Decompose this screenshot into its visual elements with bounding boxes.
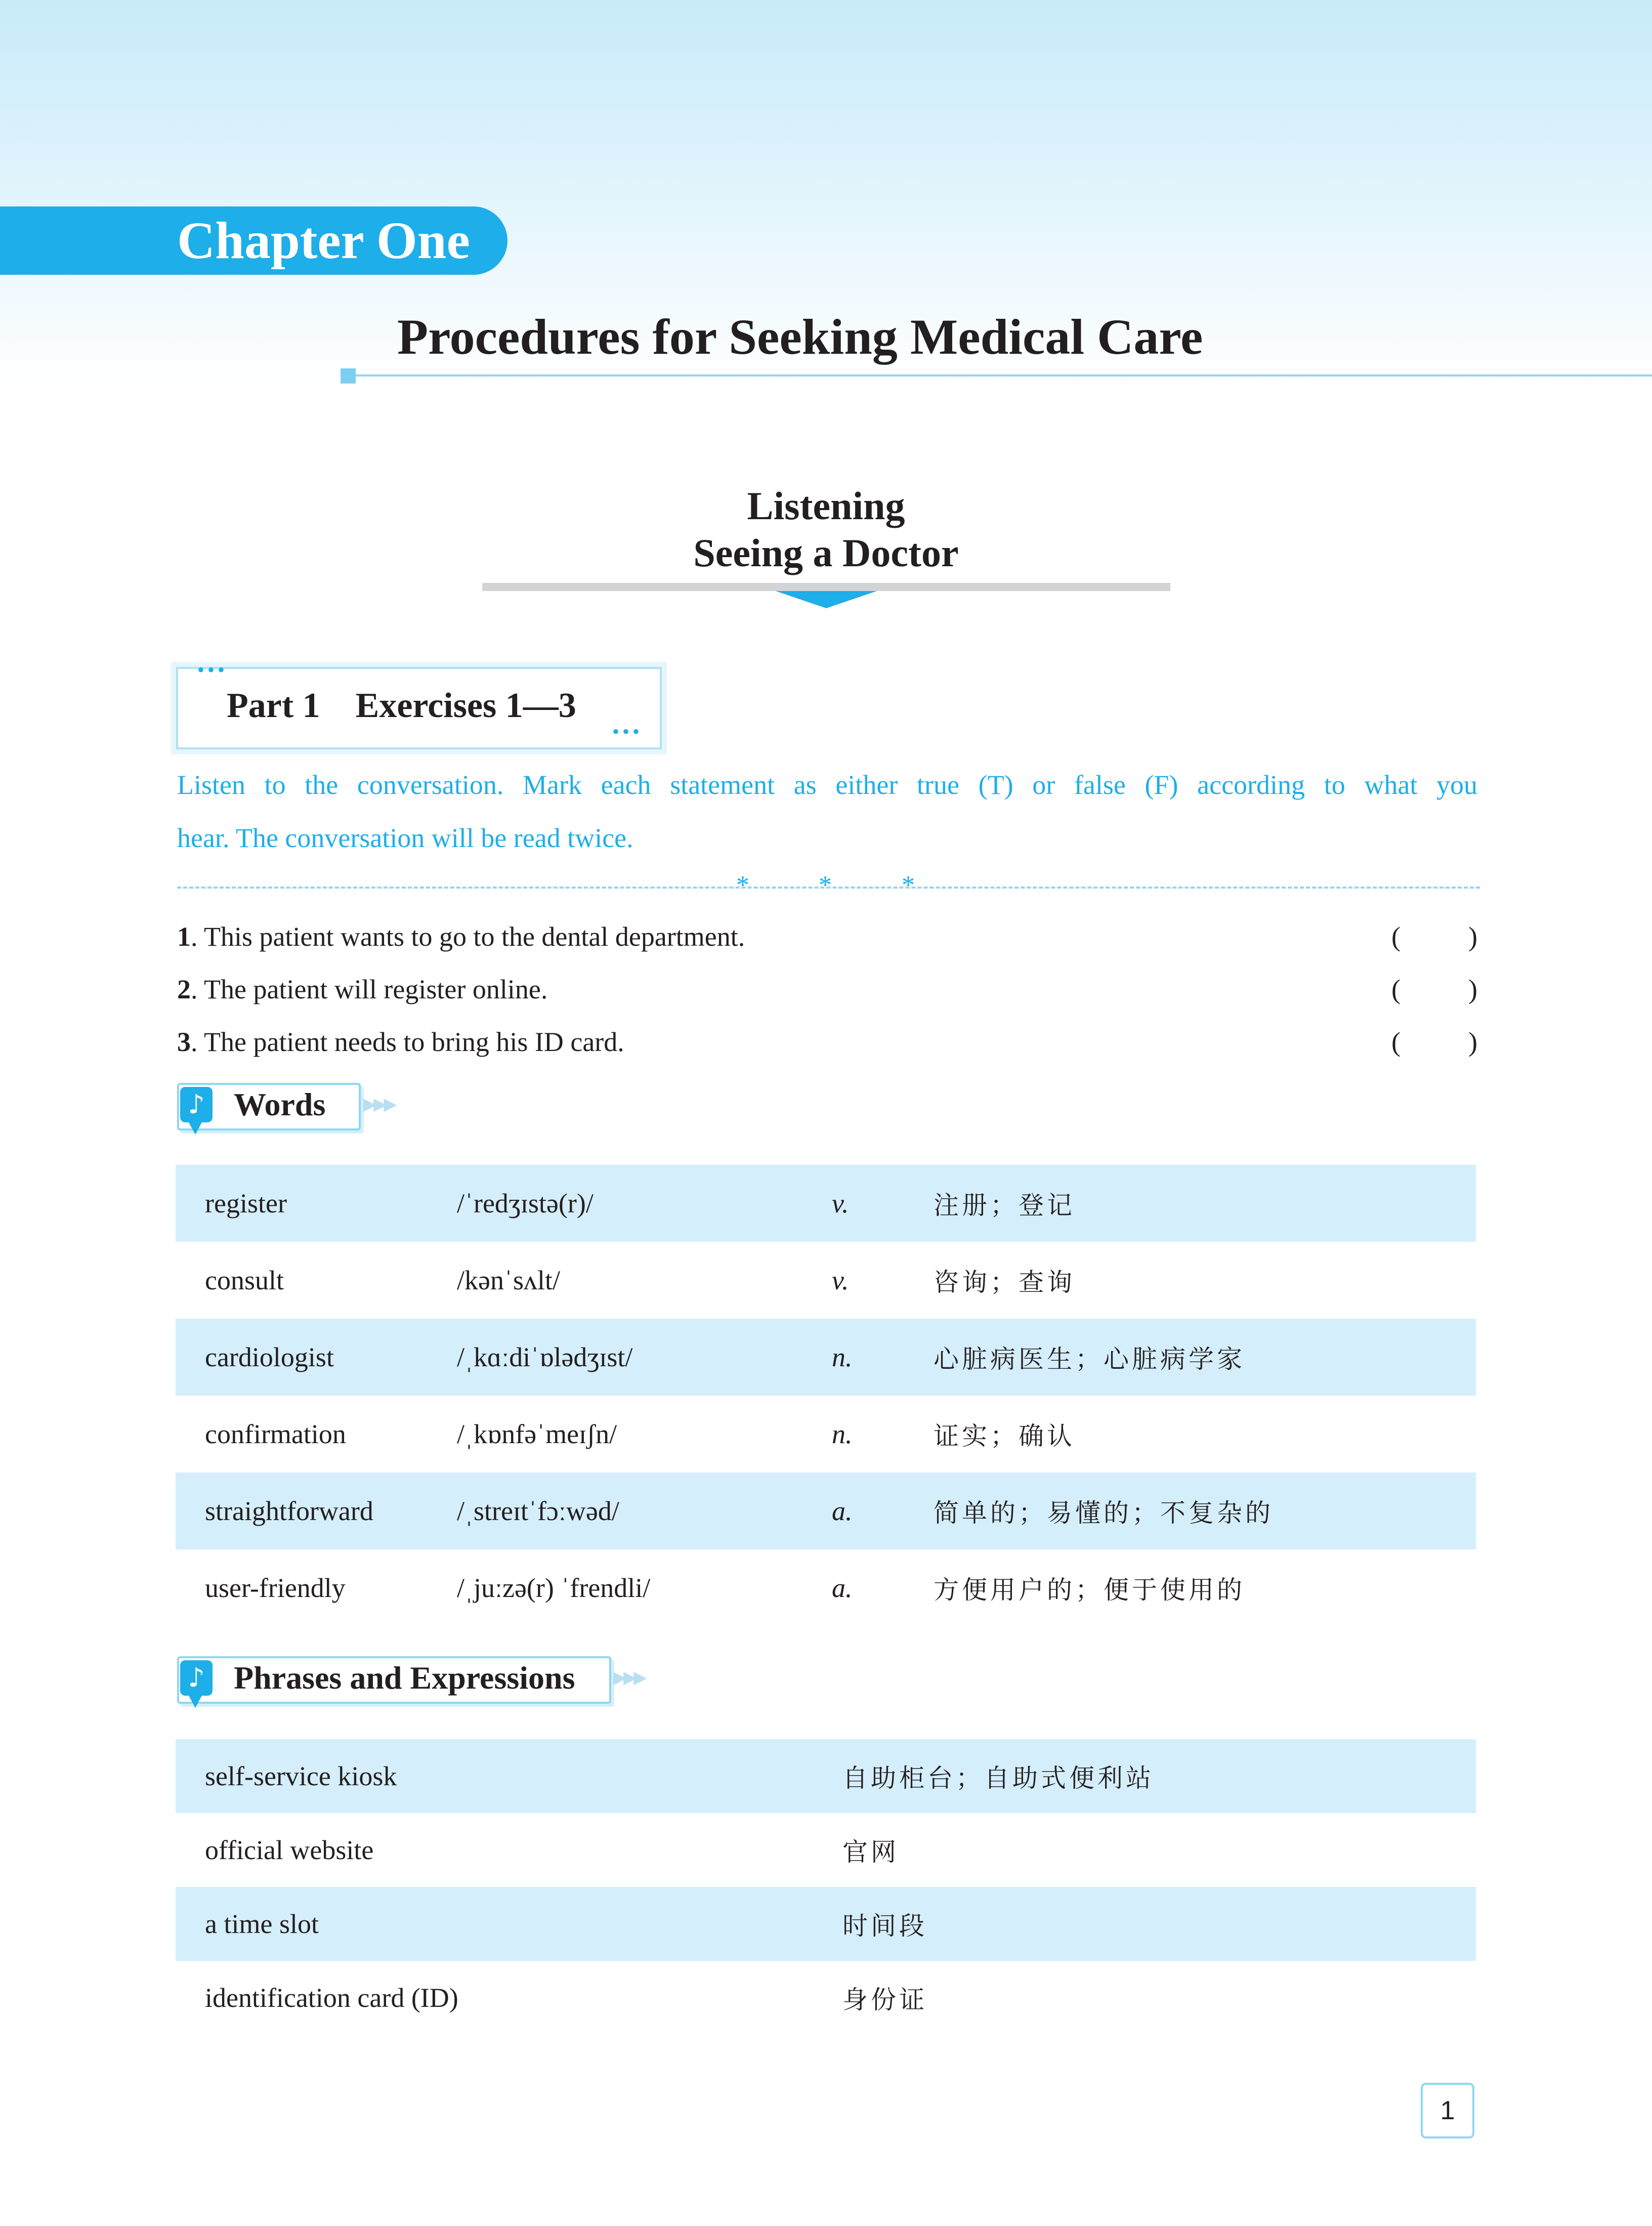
listening-subheading: Seeing a Doctor	[693, 531, 959, 575]
word: consult	[205, 1265, 284, 1295]
word-ipa: /ˌjuːzə(r) ˈfrendli/	[457, 1573, 651, 1603]
word-meaning: 咨询；查询	[934, 1268, 1075, 1297]
answer-blank[interactable]	[1391, 921, 1477, 952]
question-text: . The patient needs to bring his ID card.	[191, 1027, 624, 1057]
star-decoration-icon: *	[902, 871, 915, 900]
word-ipa: /kənˈsʌlt/	[457, 1265, 560, 1295]
dots-decoration: •••	[612, 720, 643, 743]
phrase-meaning: 身份证	[842, 1985, 927, 2014]
paren-close: )	[1468, 921, 1477, 952]
word-meaning: 方便用户的；便于使用的	[934, 1575, 1245, 1605]
phrases-section-title: Phrases and Expressions	[234, 1660, 575, 1696]
word-part-of-speech: v.	[832, 1265, 849, 1295]
word-ipa: /ˌkɒnfəˈmeɪʃn/	[457, 1419, 617, 1449]
table-row	[176, 1242, 1476, 1319]
star-decoration-icon: *	[819, 871, 832, 900]
instructions-line-2: hear. The conversation will be read twice.	[177, 823, 633, 853]
question-number: 1	[177, 921, 191, 952]
speech-bubble-tail	[188, 1121, 202, 1135]
triple-arrow-icon: ▶▶▶	[363, 1094, 394, 1114]
word-part-of-speech: n.	[832, 1342, 853, 1372]
triple-arrow-icon: ▶▶▶	[613, 1667, 644, 1688]
words-section-title: Words	[234, 1086, 326, 1122]
instructions-line-1: Listen to the conversation. Mark each statement as either true (T) or false (F) according to what you	[177, 770, 1477, 800]
word-meaning: 简单的；易懂的；不复杂的	[934, 1498, 1274, 1528]
listening-heading: Listening	[747, 484, 905, 528]
question-1	[177, 921, 745, 952]
words-table	[176, 1165, 1476, 1626]
question-number: 2	[177, 974, 191, 1004]
table-row	[176, 1887, 1476, 1961]
page-title: Procedures for Seeking Medical Care	[397, 309, 1203, 365]
words-section-header	[177, 1083, 607, 1129]
table-row	[176, 1396, 1476, 1473]
listening-rule	[482, 583, 1170, 591]
table-row	[176, 1961, 1476, 2035]
paren-close: )	[1468, 1027, 1477, 1057]
table-row	[176, 1549, 1476, 1626]
word-part-of-speech: a.	[832, 1573, 853, 1603]
word-ipa: /ˈredʒɪstə(r)/	[457, 1188, 594, 1219]
page-number: 1	[1421, 2083, 1474, 2138]
phrase-meaning: 自助柜台；自助式便利站	[842, 1763, 1154, 1793]
word: user-friendly	[205, 1573, 346, 1603]
word: cardiologist	[205, 1342, 334, 1372]
speech-bubble-icon: ♪	[180, 1660, 213, 1696]
question-text: . This patient wants to go to the dental department.	[191, 921, 745, 952]
word: register	[205, 1188, 287, 1219]
answer-blank[interactable]	[1391, 1026, 1477, 1058]
word: straightforward	[205, 1496, 373, 1526]
word-ipa: /ˌkɑːdiˈɒlədʒɪst/	[457, 1342, 633, 1372]
down-arrow-icon	[776, 591, 877, 608]
word: confirmation	[205, 1419, 346, 1449]
title-rule	[349, 374, 1652, 376]
phrase: identification card (ID)	[205, 1983, 458, 2013]
phrase: self-service kiosk	[205, 1761, 397, 1791]
dots-decoration: •••	[197, 658, 228, 681]
question-2	[177, 974, 547, 1005]
part-label: Part 1 Exercises 1—3	[227, 686, 576, 725]
paren-open: (	[1391, 974, 1401, 1004]
word-part-of-speech: a.	[832, 1496, 853, 1526]
word-part-of-speech: n.	[832, 1419, 853, 1449]
table-row	[176, 1813, 1476, 1887]
question-text: . The patient will register online.	[191, 974, 548, 1004]
paren-open: (	[1391, 1027, 1401, 1057]
phrase: official website	[205, 1835, 374, 1865]
phrase-meaning: 时间段	[842, 1911, 927, 1941]
title-square-marker	[341, 368, 356, 384]
phrases-section-header	[177, 1656, 683, 1703]
phrase: a time slot	[205, 1909, 319, 1939]
paren-close: )	[1468, 974, 1477, 1004]
question-3	[177, 1026, 624, 1058]
speech-bubble-icon: ♪	[180, 1087, 213, 1122]
phrases-table	[176, 1739, 1476, 2035]
word-meaning: 证实；确认	[934, 1421, 1075, 1451]
question-number: 3	[177, 1027, 191, 1057]
star-decoration-icon: *	[736, 871, 749, 900]
answer-blank[interactable]	[1391, 974, 1477, 1005]
word-meaning: 心脏病医生；心脏病学家	[934, 1345, 1245, 1374]
chapter-label: Chapter One	[177, 212, 470, 270]
word-ipa: /ˌstreɪtˈfɔːwəd/	[457, 1496, 619, 1526]
table-row	[176, 1473, 1476, 1549]
word-meaning: 注册；登记	[934, 1191, 1075, 1220]
speech-bubble-tail	[188, 1695, 202, 1708]
word-part-of-speech: v.	[832, 1188, 849, 1219]
table-row	[176, 1739, 1476, 1813]
table-row	[176, 1319, 1476, 1396]
table-row	[176, 1165, 1476, 1242]
paren-open: (	[1391, 921, 1401, 952]
phrase-meaning: 官网	[842, 1837, 899, 1867]
